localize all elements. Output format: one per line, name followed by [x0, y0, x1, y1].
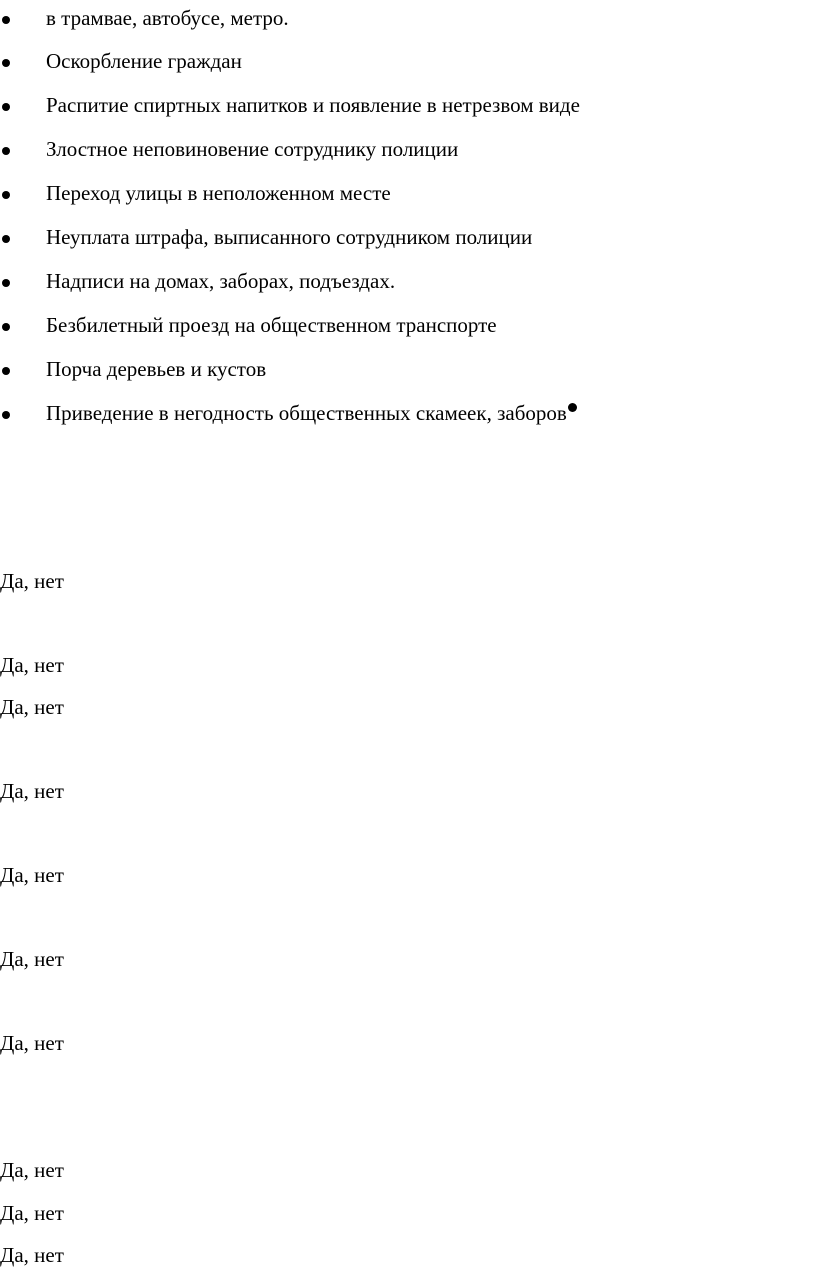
bullet-icon [2, 103, 10, 111]
bullet-icon [2, 323, 10, 331]
list-item [0, 178, 816, 208]
list-item-text: Переход улицы в неположенном месте [46, 181, 391, 205]
bullet-icon [2, 279, 10, 287]
bullet-icon [2, 59, 10, 67]
list-item-text: Распитие спиртных напитков и появление в нетрезвом виде [46, 93, 580, 117]
list-item [0, 354, 816, 384]
answer-text: Да, нет [0, 1201, 64, 1225]
bullet-icon [2, 191, 10, 199]
bullet-icon [2, 411, 10, 419]
bullet-icon [2, 16, 10, 24]
list-item-text: Оскорбление граждан [46, 49, 242, 73]
list-item [0, 46, 816, 76]
list-item-text: Порча деревьев и кустов [46, 357, 267, 381]
answer-text: Да, нет [0, 569, 64, 593]
answer-text: Да, нет [0, 1031, 64, 1055]
answer-text: Да, нет [0, 1243, 64, 1267]
list-item-text: Злостное неповиновение сотруднику полиции [46, 137, 459, 161]
list-item-text: в трамвае, автобусе, метро. [46, 6, 289, 30]
list-item-text: Безбилетный проезд на общественном транспорте [46, 313, 497, 337]
list-item [0, 90, 816, 120]
list-item [0, 398, 816, 428]
list-item-text-wrap [46, 398, 577, 428]
list-item [0, 222, 816, 252]
answer-text: Да, нет [0, 653, 64, 677]
list-item-text: Неуплата штрафа, выписанного сотрудником полиции [46, 225, 533, 249]
list-item-text: Надписи на домах, заборах, подъездах. [46, 269, 396, 293]
list-item [0, 310, 816, 340]
answer-text: Да, нет [0, 947, 64, 971]
bullet-icon [2, 147, 10, 155]
answer-text: Да, нет [0, 779, 64, 803]
answer-text: Да, нет [0, 863, 64, 887]
bullet-icon [568, 403, 577, 412]
list-item-text: Приведение в негодность общественных скамеек, заборов [46, 401, 567, 425]
list-item [0, 266, 816, 296]
bullet-icon [2, 367, 10, 375]
bullet-icon [2, 235, 10, 243]
answer-text: Да, нет [0, 695, 64, 719]
answer-text: Да, нет [0, 1158, 64, 1182]
list-item [0, 134, 816, 164]
list-item [0, 3, 816, 33]
